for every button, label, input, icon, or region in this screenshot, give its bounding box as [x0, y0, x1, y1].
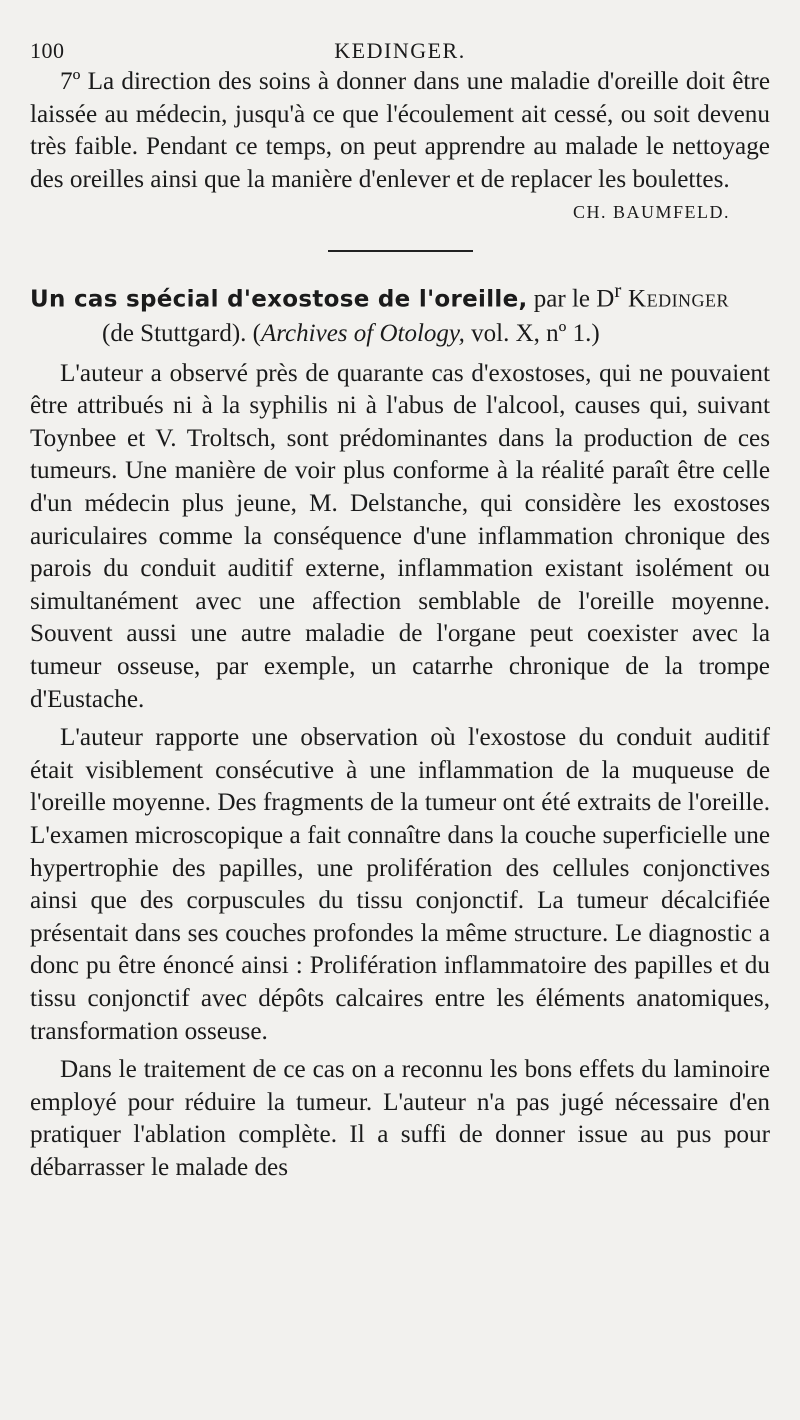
article-byline: par le D	[527, 285, 615, 313]
article-source-open: (de Stuttgard). (	[102, 319, 261, 347]
article-paragraph-1: L'auteur a observé près de quarante cas d'exostoses, qui ne pouvaient être attribués ni à la syphilis ni à l'abus de l'alcool, causes qui, suivant Toynbee et V. Troltsch, sont prédominantes dans la production de ces tumeurs. Une manière de voir plus conforme à la réalité paraît être celle d'un médecin plus jeune, M. Delstanche, qui considère les exostoses auriculaires comme la conséquence d'une inflammation chronique des parois du conduit auditif externe, inflammation existant isolément ou simultanément avec une affection semblable de l'oreille moyenne. Souvent aussi une autre maladie de l'organe peut coexister avec la tumeur osseuse, par exemple, un catarrhe chronique de la trompe d'Eustache.	[30, 359, 770, 713]
page-header	[30, 30, 770, 66]
running-title: KEDINGER.	[334, 38, 466, 63]
article-byline-sup: r	[614, 278, 622, 303]
page-number: 100	[30, 38, 65, 63]
article-title: Un cas spécial d'exostose de l'oreille,	[30, 286, 528, 313]
article-source	[30, 317, 770, 350]
document-page	[30, 30, 770, 1185]
section-divider	[328, 250, 473, 252]
article-source-close: vol. X, nº 1.)	[464, 319, 600, 347]
journal-name: Archives of Otology,	[260, 319, 465, 347]
article-paragraph-3: Dans le traitement de ce cas on a reconnu les bons effets du laminoire employé pour réduire la tumeur. L'auteur n'a pas jugé nécessaire d'en pratiquer l'ablation complète. Il a suffi de donner issue au pus pour débarrasser le malade des	[30, 1056, 770, 1181]
signature: CH. BAUMFELD.	[572, 202, 730, 223]
article-paragraph-2: L'auteur rapporte une observation où l'exostose du conduit auditif était visiblement consécutive à une inflammation de la muqueuse de l'oreille moyenne. Des fragments de la tumeur ont été extraits de l'oreille. L'examen microscopique a fait connaître dans la couche superficielle une hypertrophie des papilles, une prolifération des cellules conjonctives ainsi que des corpuscules du tissu conjonctif. La tumeur décalcifiée présentait dans ses couches profondes la même structure. Le diagnostic a donc pu être énoncé ainsi : Prolifération inflammatoire des papilles et du tissu conjonctif avec dépôts calcaires entre les éléments anatomiques, transformation osseuse.	[30, 724, 770, 1045]
section1-paragraph: 7º La direction des soins à donner dans une maladie d'oreille doit être laissée au médecin, jusqu'à ce que l'écoulement ait cessé, ou soit devenu très faible. Pendant ce temps, on peut apprendre au malade le nettoyage des oreilles ainsi que la manière d'enlever et de replacer les boulettes.	[30, 68, 770, 193]
article-author: Kedinger	[621, 285, 730, 313]
article-heading	[30, 274, 770, 316]
